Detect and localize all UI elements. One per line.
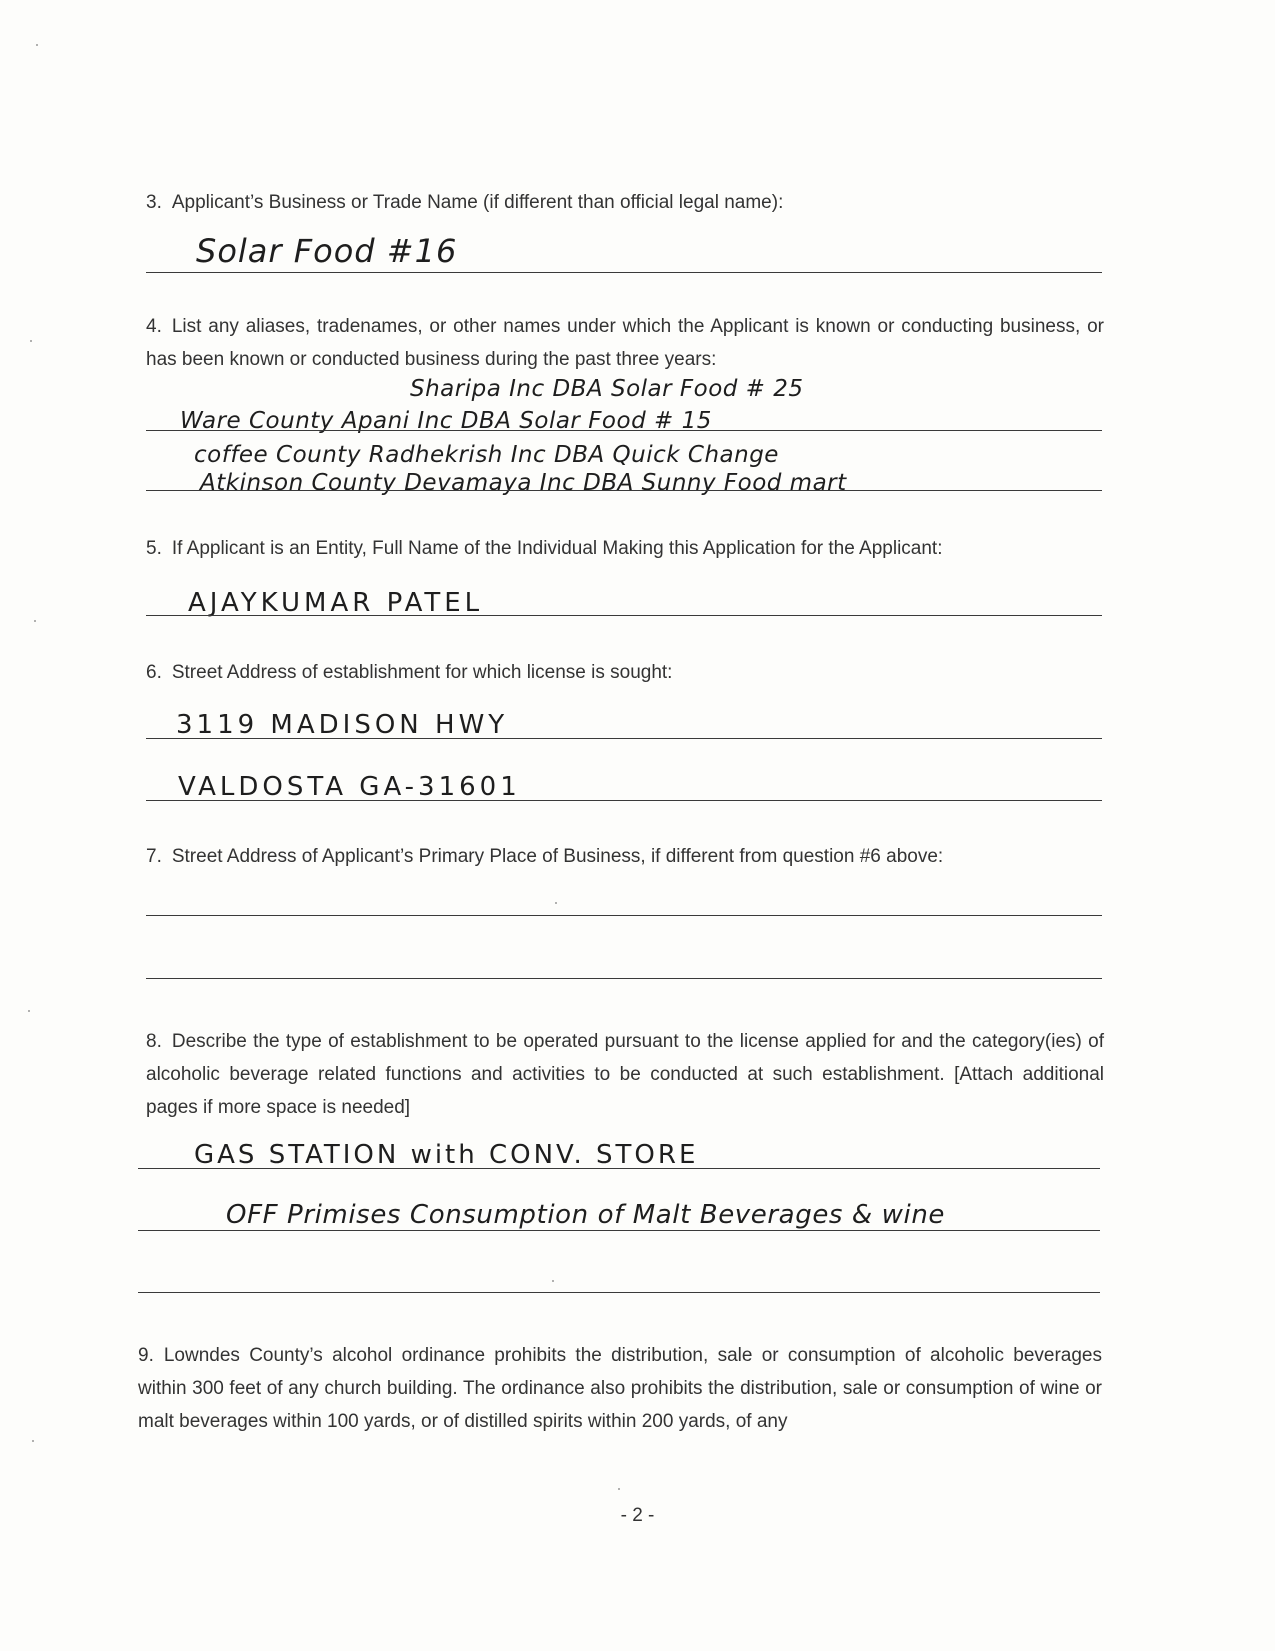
question-6-text: Street Address of establishment for which license is sought: [171, 662, 673, 683]
applicant-name-line [146, 615, 1102, 616]
alias-answer-1[interactable]: Sharipa Inc DBA Solar Food # 25 [410, 376, 804, 402]
scan-speck [28, 1010, 30, 1012]
alias-line-2 [146, 490, 1102, 491]
question-4-text: List any aliases, tradenames, or other names under which the Applicant is known or conducting business, or has been known or conducted business during the past three years: [146, 316, 1104, 370]
question-7-number: 7. [146, 846, 162, 867]
scan-speck [36, 44, 38, 46]
scan-speck [34, 620, 36, 622]
alias-line-1 [146, 430, 1102, 431]
question-8 [146, 1025, 1104, 1124]
business-name-answer[interactable]: Solar Food #16 [196, 232, 458, 270]
question-4 [146, 310, 1104, 376]
applicant-name-answer[interactable]: AJAYKUMAR PATEL [188, 588, 484, 618]
scan-speck [555, 902, 557, 904]
establishment-type-line-2 [138, 1230, 1100, 1231]
alias-answer-4[interactable]: Atkinson County Devamaya Inc DBA Sunny Food mart [200, 470, 847, 496]
establishment-type-answer-1[interactable]: GAS STATION with CONV. STORE [194, 1140, 699, 1170]
alias-answer-3[interactable]: coffee County Radhekrish Inc DBA Quick Change [194, 442, 779, 468]
question-3-number: 3. [146, 192, 162, 213]
street-address-answer-2[interactable]: VALDOSTA GA-31601 [178, 772, 521, 802]
question-5 [146, 532, 1136, 565]
establishment-type-line-1 [138, 1168, 1100, 1169]
question-6-number: 6. [146, 662, 162, 683]
question-3 [146, 186, 1136, 219]
question-9-text: Lowndes County’s alcohol ordinance prohibits the distribution, sale or consumption of alcoholic beverages within 300 feet of any church building. The ordinance also prohibits the distribution, sale or consumption of wine or malt beverages within 100 yards, or of distilled spirits within 200 yards, of any [138, 1345, 1102, 1432]
scan-speck [618, 1488, 620, 1490]
scan-speck [552, 1280, 554, 1282]
question-8-text: Describe the type of establishment to be operated pursuant to the license applied for and the category(ies) of alcoholic beverage related functions and activities to be conducted at such establishment. [Attach additional pages if more space is needed] [146, 1031, 1104, 1118]
business-name-line [146, 272, 1102, 273]
question-3-text: Applicant’s Business or Trade Name (if different than official legal name): [171, 192, 784, 213]
street-address-answer-1[interactable]: 3119 MADISON HWY [176, 710, 509, 740]
question-4-number: 4. [146, 316, 162, 337]
primary-address-line-1[interactable] [146, 915, 1102, 916]
question-9 [138, 1339, 1102, 1438]
establishment-type-line-3[interactable] [138, 1292, 1100, 1293]
primary-address-line-2[interactable] [146, 978, 1102, 979]
page-number: - 2 - [620, 1505, 655, 1526]
question-9-number: 9. [138, 1345, 154, 1366]
alias-answer-2[interactable]: Ware County Apani Inc DBA Solar Food # 15 [180, 408, 712, 434]
question-6 [146, 656, 1136, 689]
street-address-line-1 [146, 738, 1102, 739]
street-address-line-2 [146, 800, 1102, 801]
establishment-type-answer-2[interactable]: OFF Primises Consumption of Malt Beverages & wine [226, 1200, 946, 1230]
scan-speck [30, 340, 32, 342]
question-8-number: 8. [146, 1031, 162, 1052]
question-5-number: 5. [146, 538, 162, 559]
question-7-text: Street Address of Applicant’s Primary Place of Business, if different from question #6 above: [171, 846, 944, 867]
question-7 [146, 840, 1136, 873]
scan-speck [32, 1440, 34, 1442]
question-5-text: If Applicant is an Entity, Full Name of the Individual Making this Application for the Applicant: [171, 538, 943, 559]
